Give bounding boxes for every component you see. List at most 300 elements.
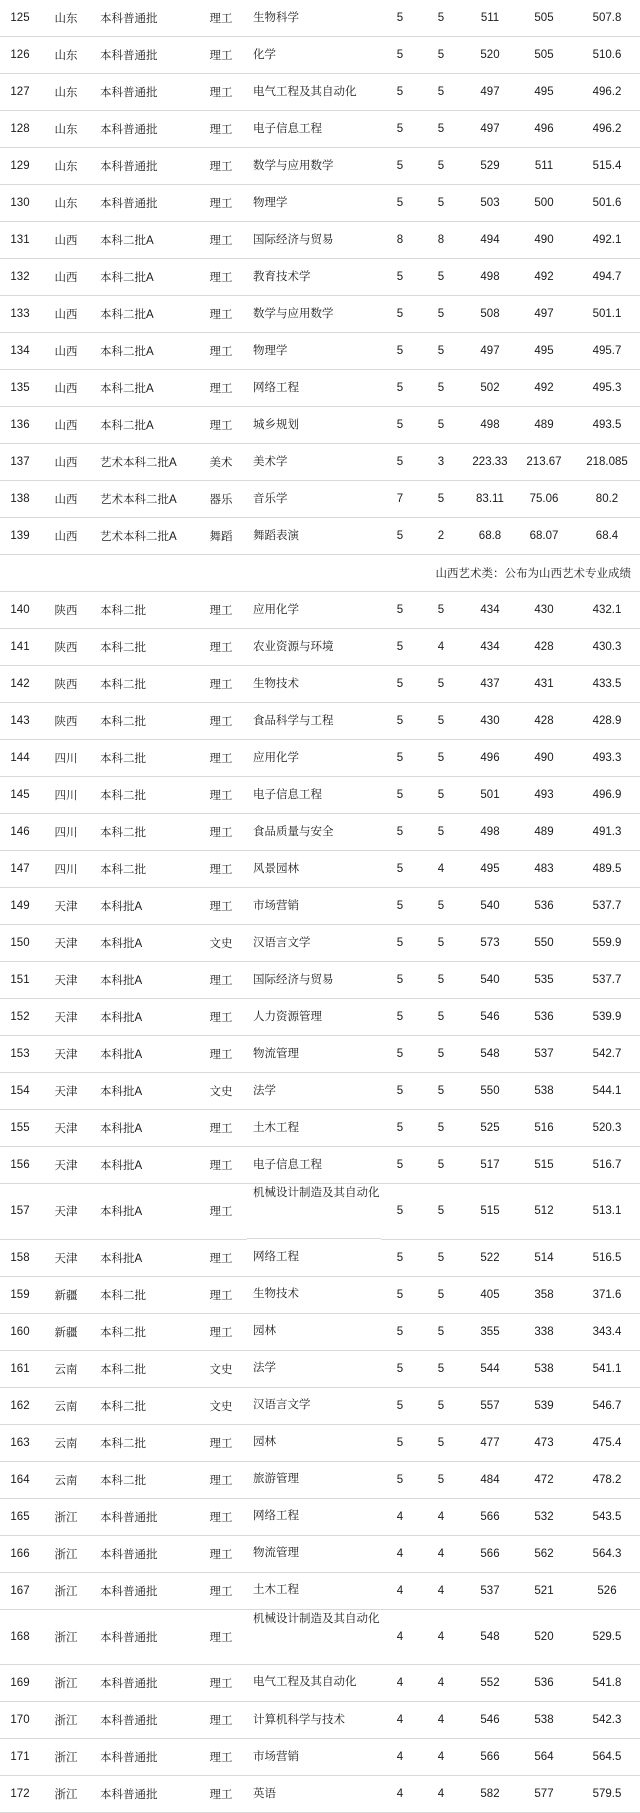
- table-row: [0, 1776, 640, 1813]
- cell-major: 城乡规划: [247, 407, 381, 444]
- table-row: [0, 1387, 640, 1424]
- cell-max-score: 540: [463, 888, 517, 925]
- cell-province: 浙江: [40, 1572, 92, 1609]
- cell-province: 云南: [40, 1424, 92, 1461]
- cell-enrolled: 5: [419, 666, 463, 703]
- cell-index: 140: [0, 592, 40, 629]
- cell-index: 139: [0, 518, 40, 555]
- cell-major: 化学: [247, 37, 381, 74]
- cell-enrolled: 4: [419, 1665, 463, 1702]
- cell-max-score: 529: [463, 148, 517, 185]
- cell-max-score: 434: [463, 592, 517, 629]
- cell-max-score: 544: [463, 1350, 517, 1387]
- cell-avg-score: 475.4: [571, 1424, 640, 1461]
- cell-province: 天津: [40, 1239, 92, 1276]
- cell-type: 理工: [195, 740, 247, 777]
- cell-min-score: 497: [517, 296, 571, 333]
- cell-avg-score: 515.4: [571, 148, 640, 185]
- table-row: [0, 0, 640, 37]
- cell-min-score: 483: [517, 851, 571, 888]
- cell-index: 127: [0, 74, 40, 111]
- table-row: [0, 740, 640, 777]
- cell-batch: 本科二批: [92, 1350, 195, 1387]
- cell-enrolled: 5: [419, 1313, 463, 1350]
- cell-batch: 艺术本科二批A: [92, 444, 195, 481]
- cell-min-score: 562: [517, 1535, 571, 1572]
- cell-index: 135: [0, 370, 40, 407]
- cell-province: 天津: [40, 999, 92, 1036]
- cell-plan: 5: [381, 925, 419, 962]
- cell-min-score: 512: [517, 1184, 571, 1240]
- cell-min-score: 431: [517, 666, 571, 703]
- cell-province: 四川: [40, 740, 92, 777]
- cell-major: 生物技术: [247, 1276, 381, 1313]
- cell-enrolled: 8: [419, 222, 463, 259]
- cell-enrolled: 5: [419, 37, 463, 74]
- table-row: [0, 481, 640, 518]
- cell-plan: 4: [381, 1665, 419, 1702]
- cell-index: 151: [0, 962, 40, 999]
- cell-province: 天津: [40, 1073, 92, 1110]
- table-row: [0, 37, 640, 74]
- cell-min-score: 68.07: [517, 518, 571, 555]
- cell-type: 文史: [195, 1387, 247, 1424]
- cell-enrolled: 5: [419, 1110, 463, 1147]
- cell-batch: 本科普通批: [92, 185, 195, 222]
- cell-major: 教育技术学: [247, 259, 381, 296]
- cell-min-score: 538: [517, 1702, 571, 1739]
- cell-major: 生物科学: [247, 0, 381, 37]
- cell-batch: 本科二批A: [92, 259, 195, 296]
- cell-plan: 5: [381, 1350, 419, 1387]
- table-row: [0, 1110, 640, 1147]
- cell-max-score: 548: [463, 1609, 517, 1665]
- cell-enrolled: 5: [419, 1276, 463, 1313]
- cell-enrolled: 5: [419, 1387, 463, 1424]
- cell-avg-score: 541.8: [571, 1665, 640, 1702]
- table-row: [0, 259, 640, 296]
- cell-index: 136: [0, 407, 40, 444]
- cell-avg-score: 80.2: [571, 481, 640, 518]
- cell-avg-score: 544.1: [571, 1073, 640, 1110]
- cell-plan: 5: [381, 296, 419, 333]
- cell-index: 166: [0, 1535, 40, 1572]
- cell-enrolled: 5: [419, 0, 463, 37]
- cell-batch: 艺术本科二批A: [92, 481, 195, 518]
- cell-province: 新疆: [40, 1313, 92, 1350]
- cell-major: 应用化学: [247, 592, 381, 629]
- cell-major: 机械设计制造及其自动化: [247, 1184, 381, 1239]
- table-row: [0, 1739, 640, 1776]
- cell-avg-score: 496.9: [571, 777, 640, 814]
- table-row: [0, 962, 640, 999]
- cell-province: 云南: [40, 1350, 92, 1387]
- cell-major: 电子信息工程: [247, 777, 381, 814]
- cell-plan: 5: [381, 1424, 419, 1461]
- cell-plan: 5: [381, 148, 419, 185]
- cell-enrolled: 5: [419, 592, 463, 629]
- cell-type: 理工: [195, 1313, 247, 1350]
- cell-avg-score: 371.6: [571, 1276, 640, 1313]
- table-row: [0, 814, 640, 851]
- cell-major: 网络工程: [247, 370, 381, 407]
- cell-max-score: 437: [463, 666, 517, 703]
- cell-batch: 本科二批: [92, 814, 195, 851]
- cell-type: 文史: [195, 1350, 247, 1387]
- cell-plan: 8: [381, 222, 419, 259]
- cell-type: 理工: [195, 629, 247, 666]
- cell-province: 天津: [40, 962, 92, 999]
- cell-min-score: 496: [517, 111, 571, 148]
- cell-enrolled: 5: [419, 296, 463, 333]
- cell-batch: 本科批A: [92, 1036, 195, 1073]
- cell-batch: 本科二批A: [92, 296, 195, 333]
- cell-province: 云南: [40, 1461, 92, 1498]
- cell-avg-score: 495.3: [571, 370, 640, 407]
- cell-min-score: 493: [517, 777, 571, 814]
- cell-batch: 本科批A: [92, 1110, 195, 1147]
- cell-type: 理工: [195, 1110, 247, 1147]
- cell-batch: 本科二批: [92, 666, 195, 703]
- cell-type: 理工: [195, 592, 247, 629]
- cell-enrolled: 5: [419, 1350, 463, 1387]
- cell-min-score: 500: [517, 185, 571, 222]
- cell-avg-score: 432.1: [571, 592, 640, 629]
- cell-avg-score: 507.8: [571, 0, 640, 37]
- cell-enrolled: 5: [419, 925, 463, 962]
- cell-index: 162: [0, 1387, 40, 1424]
- cell-enrolled: 5: [419, 740, 463, 777]
- cell-batch: 本科普通批: [92, 1535, 195, 1572]
- cell-province: 山西: [40, 259, 92, 296]
- cell-min-score: 514: [517, 1239, 571, 1276]
- cell-enrolled: 5: [419, 1073, 463, 1110]
- cell-province: 山东: [40, 111, 92, 148]
- cell-province: 山东: [40, 0, 92, 37]
- cell-type: 理工: [195, 777, 247, 814]
- table-row: [0, 1665, 640, 1702]
- cell-max-score: 502: [463, 370, 517, 407]
- cell-index: 141: [0, 629, 40, 666]
- table-row: [0, 1036, 640, 1073]
- cell-min-score: 539: [517, 1387, 571, 1424]
- cell-plan: 4: [381, 1739, 419, 1776]
- cell-enrolled: 5: [419, 1147, 463, 1184]
- cell-avg-score: 537.7: [571, 962, 640, 999]
- table-row: [0, 777, 640, 814]
- cell-min-score: 535: [517, 962, 571, 999]
- cell-type: 理工: [195, 888, 247, 925]
- cell-plan: 5: [381, 999, 419, 1036]
- table-row: [0, 703, 640, 740]
- cell-enrolled: 4: [419, 1572, 463, 1609]
- cell-enrolled: 5: [419, 333, 463, 370]
- cell-min-score: 516: [517, 1110, 571, 1147]
- cell-type: 理工: [195, 1776, 247, 1813]
- cell-batch: 本科批A: [92, 962, 195, 999]
- cell-major: 电气工程及其自动化: [247, 1665, 381, 1702]
- cell-plan: 4: [381, 1609, 419, 1665]
- cell-plan: 5: [381, 444, 419, 481]
- cell-index: 168: [0, 1609, 40, 1665]
- cell-enrolled: 5: [419, 259, 463, 296]
- cell-avg-score: 513.1: [571, 1184, 640, 1240]
- cell-plan: 5: [381, 74, 419, 111]
- cell-plan: 5: [381, 1073, 419, 1110]
- cell-min-score: 428: [517, 703, 571, 740]
- table-row: [0, 111, 640, 148]
- cell-province: 陕西: [40, 703, 92, 740]
- cell-batch: 艺术本科二批A: [92, 518, 195, 555]
- cell-avg-score: 542.3: [571, 1702, 640, 1739]
- cell-major: 汉语言文学: [247, 1387, 381, 1424]
- cell-type: 理工: [195, 1665, 247, 1702]
- cell-enrolled: 5: [419, 703, 463, 740]
- cell-max-score: 434: [463, 629, 517, 666]
- table-row: [0, 1461, 640, 1498]
- cell-province: 山西: [40, 222, 92, 259]
- cell-plan: 5: [381, 888, 419, 925]
- cell-batch: 本科批A: [92, 1073, 195, 1110]
- cell-min-score: 473: [517, 1424, 571, 1461]
- cell-type: 理工: [195, 333, 247, 370]
- cell-avg-score: 516.5: [571, 1239, 640, 1276]
- table-row: [0, 444, 640, 481]
- cell-plan: 5: [381, 814, 419, 851]
- cell-min-score: 520: [517, 1609, 571, 1665]
- cell-min-score: 489: [517, 814, 571, 851]
- cell-batch: 本科批A: [92, 1147, 195, 1184]
- cell-enrolled: 5: [419, 1461, 463, 1498]
- cell-max-score: 68.8: [463, 518, 517, 555]
- cell-enrolled: 5: [419, 999, 463, 1036]
- cell-province: 山东: [40, 37, 92, 74]
- cell-index: 171: [0, 1739, 40, 1776]
- cell-major: 计算机科学与技术: [247, 1702, 381, 1739]
- cell-enrolled: 5: [419, 777, 463, 814]
- cell-enrolled: 5: [419, 148, 463, 185]
- cell-type: 理工: [195, 1147, 247, 1184]
- table-row: [0, 1239, 640, 1276]
- cell-plan: 7: [381, 481, 419, 518]
- cell-major: 机械设计制造及其自动化: [247, 1610, 381, 1665]
- cell-max-score: 525: [463, 1110, 517, 1147]
- cell-enrolled: 4: [419, 1739, 463, 1776]
- cell-province: 云南: [40, 1387, 92, 1424]
- cell-major: 应用化学: [247, 740, 381, 777]
- cell-province: 天津: [40, 1147, 92, 1184]
- cell-max-score: 552: [463, 1665, 517, 1702]
- table-row: [0, 185, 640, 222]
- cell-avg-score: 529.5: [571, 1609, 640, 1665]
- cell-index: 157: [0, 1184, 40, 1240]
- cell-index: 170: [0, 1702, 40, 1739]
- cell-province: 天津: [40, 1184, 92, 1240]
- cell-index: 129: [0, 148, 40, 185]
- cell-plan: 5: [381, 370, 419, 407]
- cell-major: 法学: [247, 1073, 381, 1110]
- cell-avg-score: 493.3: [571, 740, 640, 777]
- cell-batch: 本科普通批: [92, 1665, 195, 1702]
- cell-province: 四川: [40, 851, 92, 888]
- cell-avg-score: 428.9: [571, 703, 640, 740]
- cell-type: 理工: [195, 666, 247, 703]
- cell-type: 理工: [195, 962, 247, 999]
- table-row: [0, 1350, 640, 1387]
- cell-min-score: 511: [517, 148, 571, 185]
- cell-plan: 5: [381, 851, 419, 888]
- cell-type: 理工: [195, 1276, 247, 1313]
- table-row: [0, 1535, 640, 1572]
- cell-plan: 5: [381, 703, 419, 740]
- cell-min-score: 536: [517, 1665, 571, 1702]
- cell-min-score: 532: [517, 1498, 571, 1535]
- cell-plan: 5: [381, 1313, 419, 1350]
- cell-batch: 本科二批: [92, 629, 195, 666]
- cell-enrolled: 5: [419, 1036, 463, 1073]
- cell-province: 山东: [40, 185, 92, 222]
- cell-index: 167: [0, 1572, 40, 1609]
- cell-min-score: 536: [517, 888, 571, 925]
- cell-major: 电子信息工程: [247, 111, 381, 148]
- cell-province: 陕西: [40, 629, 92, 666]
- cell-major: 生物技术: [247, 666, 381, 703]
- cell-avg-score: 495.7: [571, 333, 640, 370]
- cell-index: 160: [0, 1313, 40, 1350]
- cell-plan: 4: [381, 1572, 419, 1609]
- cell-index: 159: [0, 1276, 40, 1313]
- table-row: [0, 74, 640, 111]
- cell-max-score: 497: [463, 111, 517, 148]
- cell-type: 理工: [195, 74, 247, 111]
- cell-province: 山西: [40, 481, 92, 518]
- cell-avg-score: 343.4: [571, 1313, 640, 1350]
- cell-batch: 本科二批: [92, 703, 195, 740]
- cell-plan: 5: [381, 592, 419, 629]
- cell-batch: 本科二批A: [92, 333, 195, 370]
- cell-max-score: 484: [463, 1461, 517, 1498]
- cell-batch: 本科普通批: [92, 37, 195, 74]
- cell-max-score: 546: [463, 999, 517, 1036]
- cell-max-score: 566: [463, 1535, 517, 1572]
- cell-index: 142: [0, 666, 40, 703]
- cell-type: 理工: [195, 814, 247, 851]
- cell-index: 163: [0, 1424, 40, 1461]
- cell-plan: 5: [381, 37, 419, 74]
- table-row: [0, 148, 640, 185]
- cell-province: 天津: [40, 888, 92, 925]
- cell-plan: 5: [381, 0, 419, 37]
- cell-avg-score: 501.1: [571, 296, 640, 333]
- cell-plan: 5: [381, 1276, 419, 1313]
- cell-batch: 本科二批: [92, 1461, 195, 1498]
- cell-max-score: 566: [463, 1498, 517, 1535]
- cell-type: 美术: [195, 444, 247, 481]
- table-row: [0, 925, 640, 962]
- cell-avg-score: 218.085: [571, 444, 640, 481]
- cell-province: 浙江: [40, 1609, 92, 1665]
- cell-min-score: 538: [517, 1073, 571, 1110]
- table-row: [0, 1609, 640, 1665]
- cell-index: 153: [0, 1036, 40, 1073]
- cell-min-score: 492: [517, 370, 571, 407]
- cell-province: 山东: [40, 148, 92, 185]
- cell-batch: 本科普通批: [92, 1702, 195, 1739]
- cell-enrolled: 2: [419, 518, 463, 555]
- cell-batch: 本科二批: [92, 1276, 195, 1313]
- cell-plan: 4: [381, 1702, 419, 1739]
- table-note: 山西艺术类：公布为山西艺术专业成绩: [0, 555, 640, 592]
- cell-index: 152: [0, 999, 40, 1036]
- cell-major: 食品质量与安全: [247, 814, 381, 851]
- cell-province: 山东: [40, 74, 92, 111]
- cell-province: 新疆: [40, 1276, 92, 1313]
- cell-avg-score: 510.6: [571, 37, 640, 74]
- cell-plan: 4: [381, 1776, 419, 1813]
- cell-type: 理工: [195, 1036, 247, 1073]
- cell-index: 164: [0, 1461, 40, 1498]
- cell-enrolled: 5: [419, 962, 463, 999]
- cell-avg-score: 496.2: [571, 74, 640, 111]
- cell-province: 天津: [40, 1036, 92, 1073]
- cell-avg-score: 516.7: [571, 1147, 640, 1184]
- cell-index: 138: [0, 481, 40, 518]
- cell-batch: 本科普通批: [92, 0, 195, 37]
- cell-province: 山西: [40, 296, 92, 333]
- cell-max-score: 511: [463, 0, 517, 37]
- cell-avg-score: 489.5: [571, 851, 640, 888]
- cell-major: 美术学: [247, 444, 381, 481]
- cell-avg-score: 496.2: [571, 111, 640, 148]
- cell-min-score: 495: [517, 74, 571, 111]
- cell-major: 人力资源管理: [247, 999, 381, 1036]
- cell-max-score: 83.11: [463, 481, 517, 518]
- cell-avg-score: 564.5: [571, 1739, 640, 1776]
- cell-enrolled: 4: [419, 1498, 463, 1535]
- cell-max-score: 501: [463, 777, 517, 814]
- cell-province: 四川: [40, 777, 92, 814]
- cell-major: 物理学: [247, 185, 381, 222]
- cell-plan: 5: [381, 740, 419, 777]
- cell-major: 市场营销: [247, 1739, 381, 1776]
- cell-major: 市场营销: [247, 888, 381, 925]
- cell-plan: 4: [381, 1498, 419, 1535]
- cell-plan: 5: [381, 1036, 419, 1073]
- cell-type: 理工: [195, 1461, 247, 1498]
- cell-max-score: 497: [463, 333, 517, 370]
- cell-index: 150: [0, 925, 40, 962]
- cell-avg-score: 541.1: [571, 1350, 640, 1387]
- cell-province: 浙江: [40, 1702, 92, 1739]
- cell-type: 理工: [195, 111, 247, 148]
- cell-province: 天津: [40, 925, 92, 962]
- cell-major: 食品科学与工程: [247, 703, 381, 740]
- cell-min-score: 492: [517, 259, 571, 296]
- table-row: [0, 1073, 640, 1110]
- cell-min-score: 538: [517, 1350, 571, 1387]
- cell-index: 161: [0, 1350, 40, 1387]
- cell-index: 134: [0, 333, 40, 370]
- cell-enrolled: 5: [419, 185, 463, 222]
- cell-major: 物流管理: [247, 1036, 381, 1073]
- table-row: [0, 1702, 640, 1739]
- cell-max-score: 557: [463, 1387, 517, 1424]
- cell-enrolled: 5: [419, 814, 463, 851]
- table-row: [0, 296, 640, 333]
- cell-max-score: 223.33: [463, 444, 517, 481]
- table-row: [0, 1313, 640, 1350]
- cell-index: 133: [0, 296, 40, 333]
